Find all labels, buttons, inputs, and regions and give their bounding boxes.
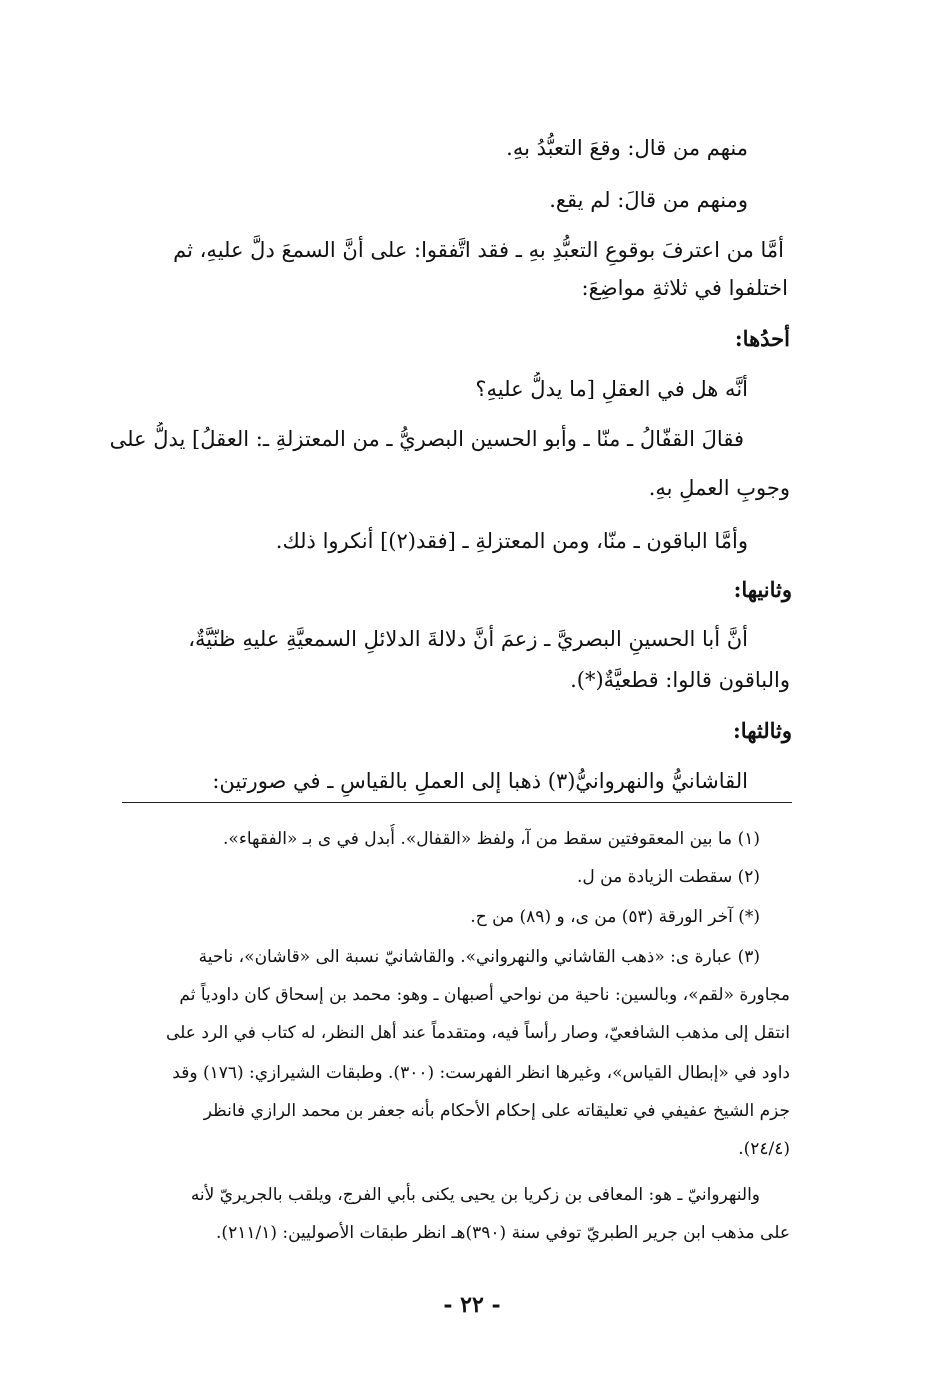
footnote-line: مجاورة «لقم»، وبالسين: ناحية من نواحي أصبهان ـ وهو: محمد بن إسحاق كان داودياً ثم	[179, 985, 790, 1005]
footnote-line: داود في «إبطال القياس»، وغيرها انظر الفهرست: (٣٠٠). وطبقات الشيرازي: (١٧٦) وقد	[172, 1063, 790, 1083]
main-text-line: اختلفوا في ثلاثةِ مواضِعَ:	[581, 276, 788, 300]
footnote-line: (*) آخر الورقة (٥٣) من ى، و (٨٩) من ح.	[470, 907, 760, 927]
main-text-line: القاشانيُّ والنهروانيُّ(٣) ذهبا إلى العملِ بالقياسِ ـ في صورتين:	[212, 769, 748, 793]
footnote-line: انتقل إلى مذهب الشافعيّ، وصار رأساً فيه، ومتقدماً عند أهل النظر، له كتاب في الرد على	[165, 1023, 790, 1043]
main-text-line: منهم من قال: وقعَ التعبُّدُ بهِ.	[506, 136, 748, 160]
main-text-line: وأمَّا الباقون ـ منّا، ومن المعتزلةِ ـ [فقد(٢)] أنكروا ذلك.	[275, 529, 748, 553]
footnote-line: جزم الشيخ عفيفي في تعليقاته على إحكام الأحكام بأنه جعفر بن محمد الرازي فانظر	[203, 1101, 790, 1121]
section-heading-first: أحدُها:	[734, 326, 790, 351]
main-text-line: ومنهم من قالَ: لم يقع.	[549, 188, 748, 212]
footnote-line: على مذهب ابن جرير الطبريّ توفي سنة (٣٩٠)هـ انظر طبقات الأصوليين: (٢١١/١).	[216, 1223, 790, 1243]
main-text-line: أنَّ أبا الحسينِ البصريَّ ـ زعمَ أنَّ دلالةَ الدلائلِ السمعيَّةِ عليهِ ظنّيَّةٌ،	[188, 627, 748, 651]
footnote-line: (١) ما بين المعقوفتين سقط من آ، ولفظ «القفال». أُبدل في ى بـ «الفقهاء».	[223, 829, 760, 849]
main-text-line: أمَّا من اعترفَ بوقوعِ التعبُّدِ بهِ ـ فقد اتَّفقوا: على أنَّ السمعَ دلَّ عليهِ، ثم	[173, 238, 784, 262]
page-number: - ٢٢ -	[443, 1292, 501, 1318]
main-text-line: أنَّه هل في العقلِ [ما يدلُّ عليهِ؟	[475, 377, 748, 401]
section-heading-third: وثالثها:	[733, 718, 792, 743]
main-text-line: وجوبِ العملِ بهِ.	[648, 476, 790, 500]
main-text-line: فقالَ القفّالُ ـ منّا ـ وأبو الحسين البصريُّ ـ من المعتزلةِ ـ: العقلُ] يدلُّ على	[109, 427, 744, 451]
section-heading-second: وثانيها:	[733, 577, 792, 602]
footnote-line: والنهروانيّ ـ هو: المعافى بن زكريا بن يحيى يكنى بأبي الفرج، ويلقب بالجريريّ لأنه	[190, 1185, 760, 1205]
footnote-line: (٣) عبارة ى: «ذهب القاشاني والنهرواني». والقاشانيّ نسبة الى «قاشان»، ناحية	[198, 947, 760, 967]
footnote-line: (٢٤/٤).	[738, 1139, 790, 1159]
main-text-line: والباقون قالوا: قطعيَّةٌ(*).	[570, 668, 790, 692]
footnote-line: (٢) سقطت الزيادة من ل.	[577, 867, 760, 887]
footnote-separator	[122, 802, 792, 803]
